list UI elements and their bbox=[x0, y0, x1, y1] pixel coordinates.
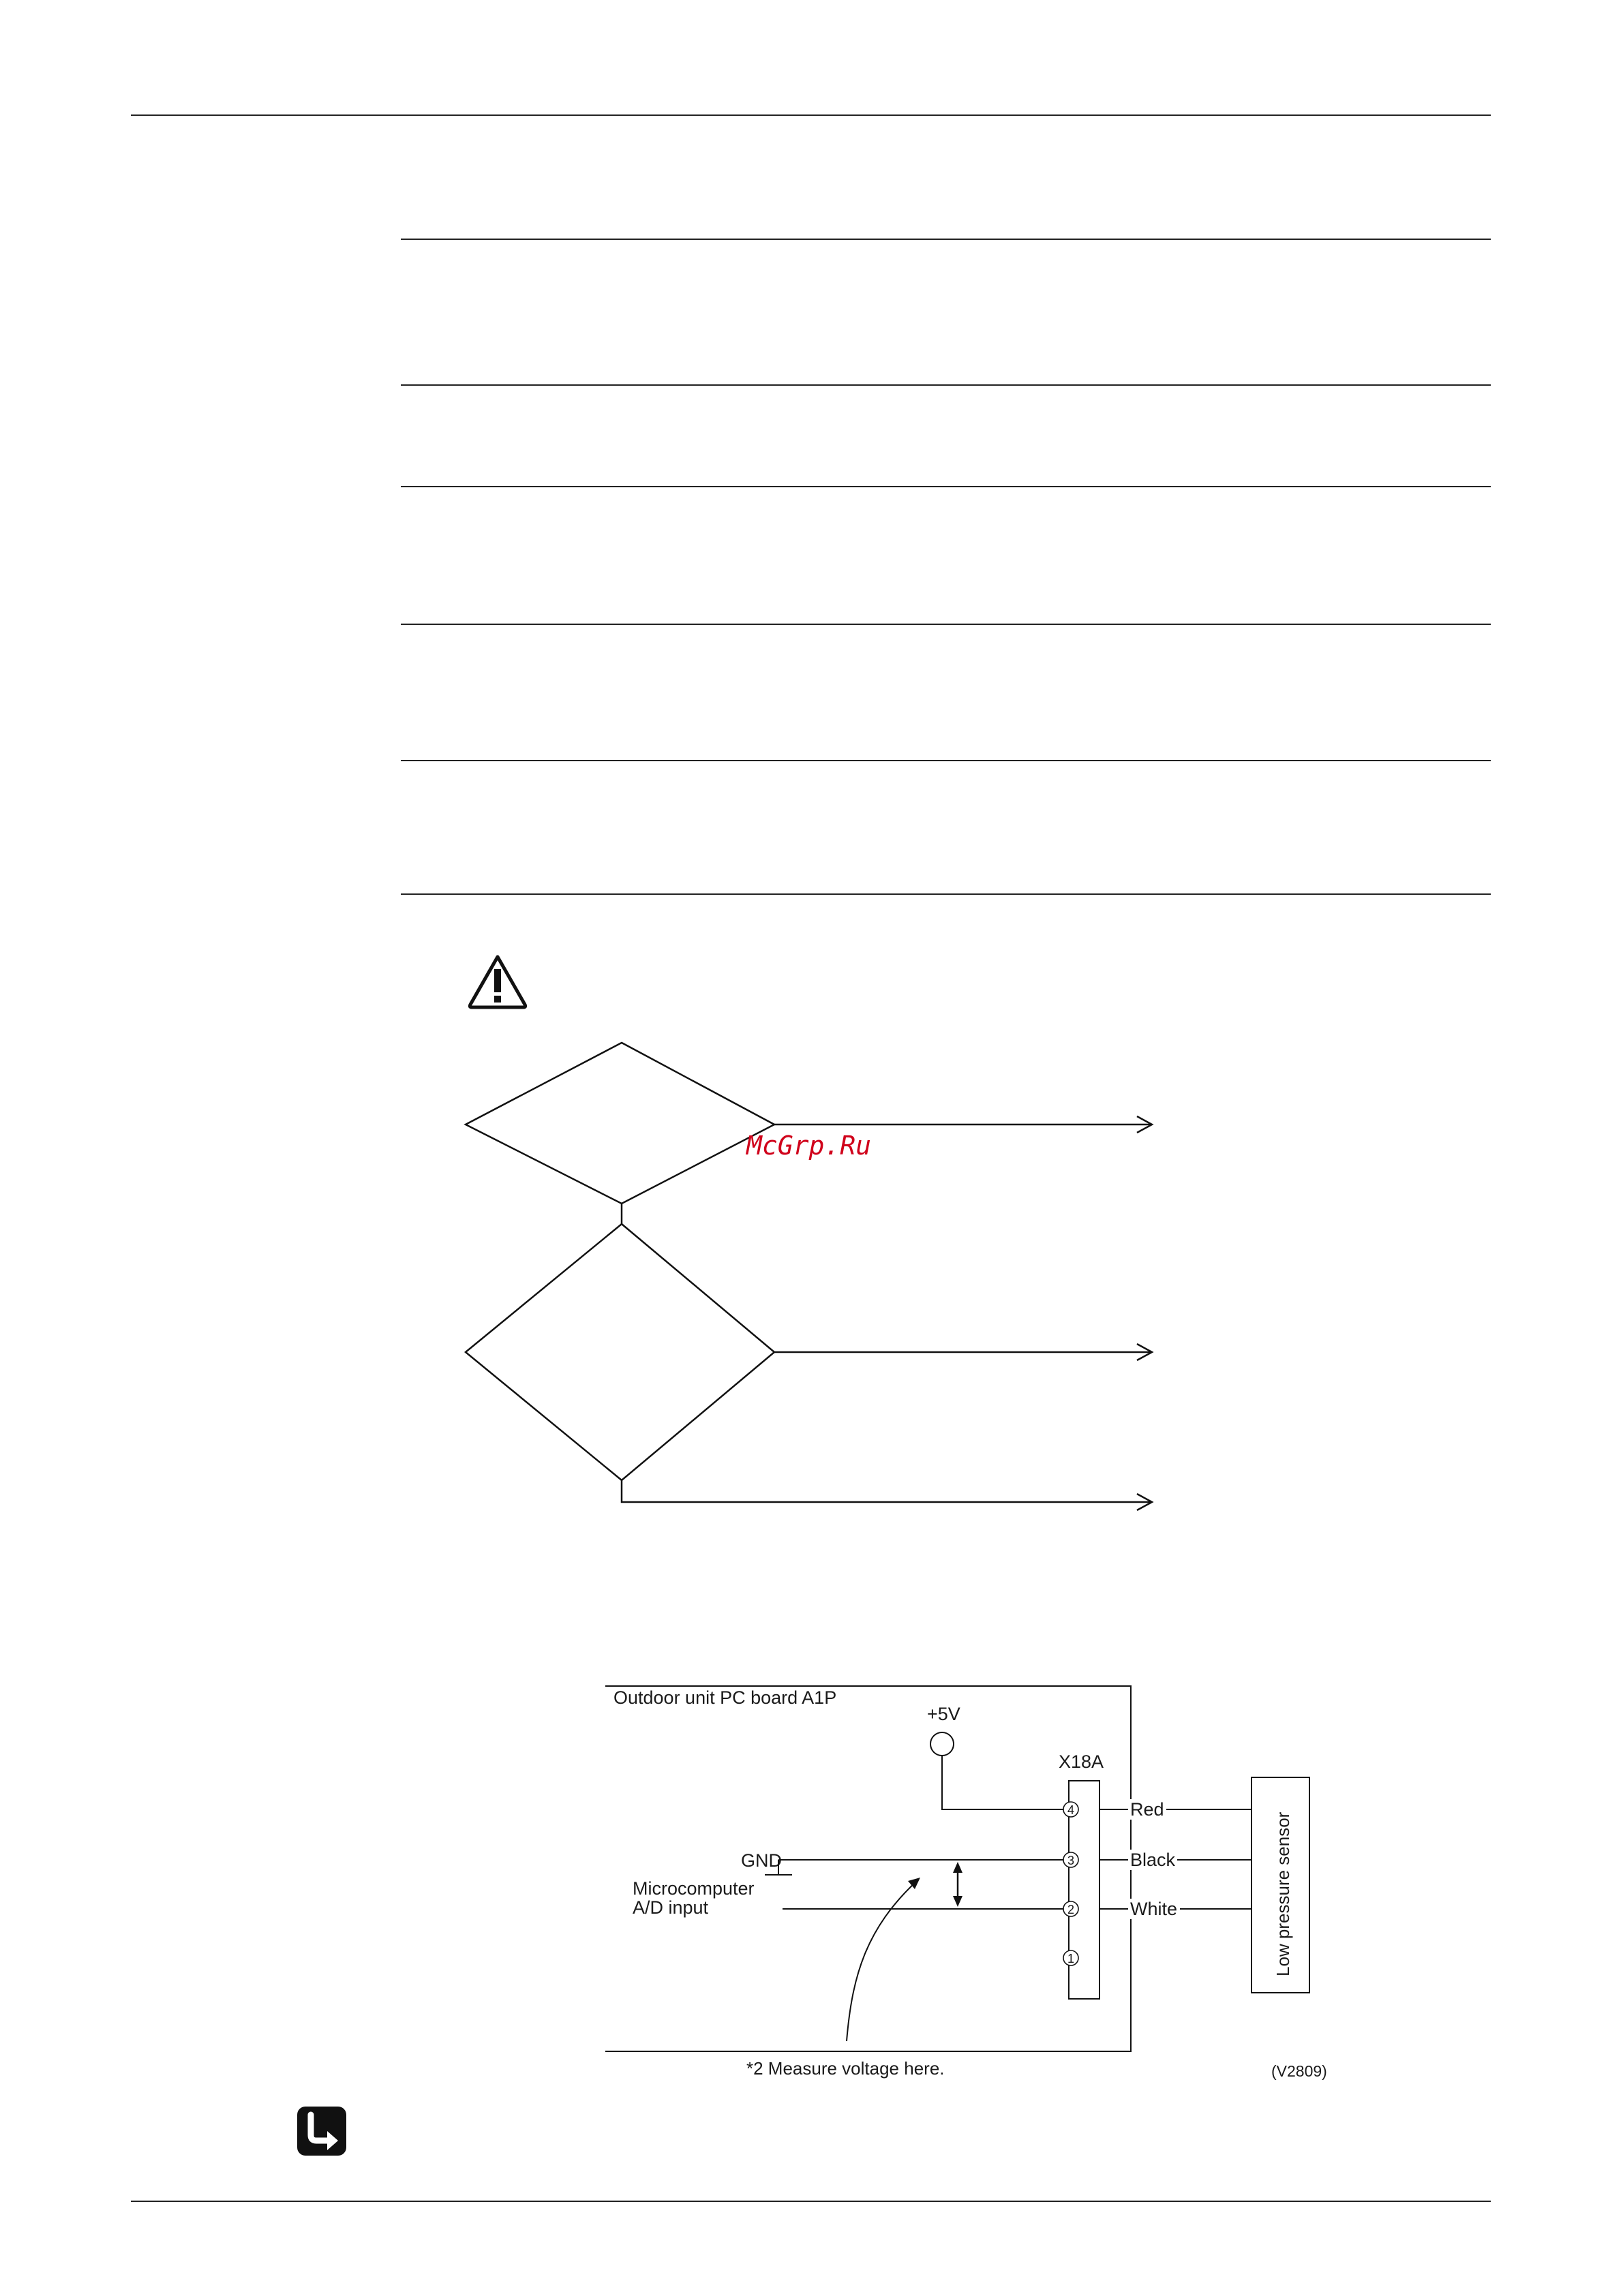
decision-diamond-2 bbox=[466, 1224, 774, 1480]
pin-1 bbox=[1063, 1950, 1078, 1965]
table-rule-2 bbox=[401, 384, 1491, 386]
micro-label-line2: A/D input bbox=[633, 1897, 709, 1918]
svg-text:3: 3 bbox=[1067, 1854, 1075, 1867]
measure-pointer bbox=[847, 1881, 917, 2041]
pin-3 bbox=[1063, 1852, 1078, 1867]
svg-text:2: 2 bbox=[1067, 1903, 1075, 1916]
gnd-label: GND bbox=[741, 1850, 782, 1871]
footer-rule bbox=[131, 2201, 1491, 2202]
table-rule-6 bbox=[401, 893, 1491, 895]
header-rule bbox=[131, 114, 1491, 116]
wire-label-white: White bbox=[1130, 1899, 1178, 1919]
sensor-label: Low pressure sensor bbox=[1273, 1811, 1293, 1976]
pin-4 bbox=[1063, 1802, 1078, 1817]
table-rule-1 bbox=[401, 239, 1491, 240]
decision-diamond-1 bbox=[466, 1043, 774, 1204]
board-label: Outdoor unit PC board A1P bbox=[613, 1687, 837, 1708]
svg-text:4: 4 bbox=[1067, 1803, 1075, 1817]
supply-terminal bbox=[930, 1732, 954, 1756]
sensor-wiring-diagram bbox=[600, 1677, 1350, 2092]
pin-2 bbox=[1063, 1901, 1078, 1916]
connector-label: X18A bbox=[1059, 1751, 1104, 1772]
figure-code: (V2809) bbox=[1271, 2062, 1327, 2080]
return-arrow-icon bbox=[296, 2105, 348, 2157]
warning-triangle-icon bbox=[466, 953, 529, 1010]
table-rule-3 bbox=[401, 486, 1491, 487]
table-rule-5 bbox=[401, 760, 1491, 761]
measure-note: *2 Measure voltage here. bbox=[746, 2058, 945, 2079]
svg-text:1: 1 bbox=[1067, 1952, 1075, 1965]
watermark-text: McGrp.Ru bbox=[746, 1131, 872, 1161]
table-rule-4 bbox=[401, 624, 1491, 625]
troubleshooting-flowchart bbox=[450, 1029, 1166, 1520]
wire-label-red: Red bbox=[1130, 1799, 1164, 1820]
pc-board-outline bbox=[605, 1686, 1131, 2051]
wire-label-black: Black bbox=[1130, 1850, 1176, 1870]
micro-label-line1: Microcomputer bbox=[633, 1878, 755, 1899]
supply-label: +5V bbox=[927, 1704, 960, 1724]
